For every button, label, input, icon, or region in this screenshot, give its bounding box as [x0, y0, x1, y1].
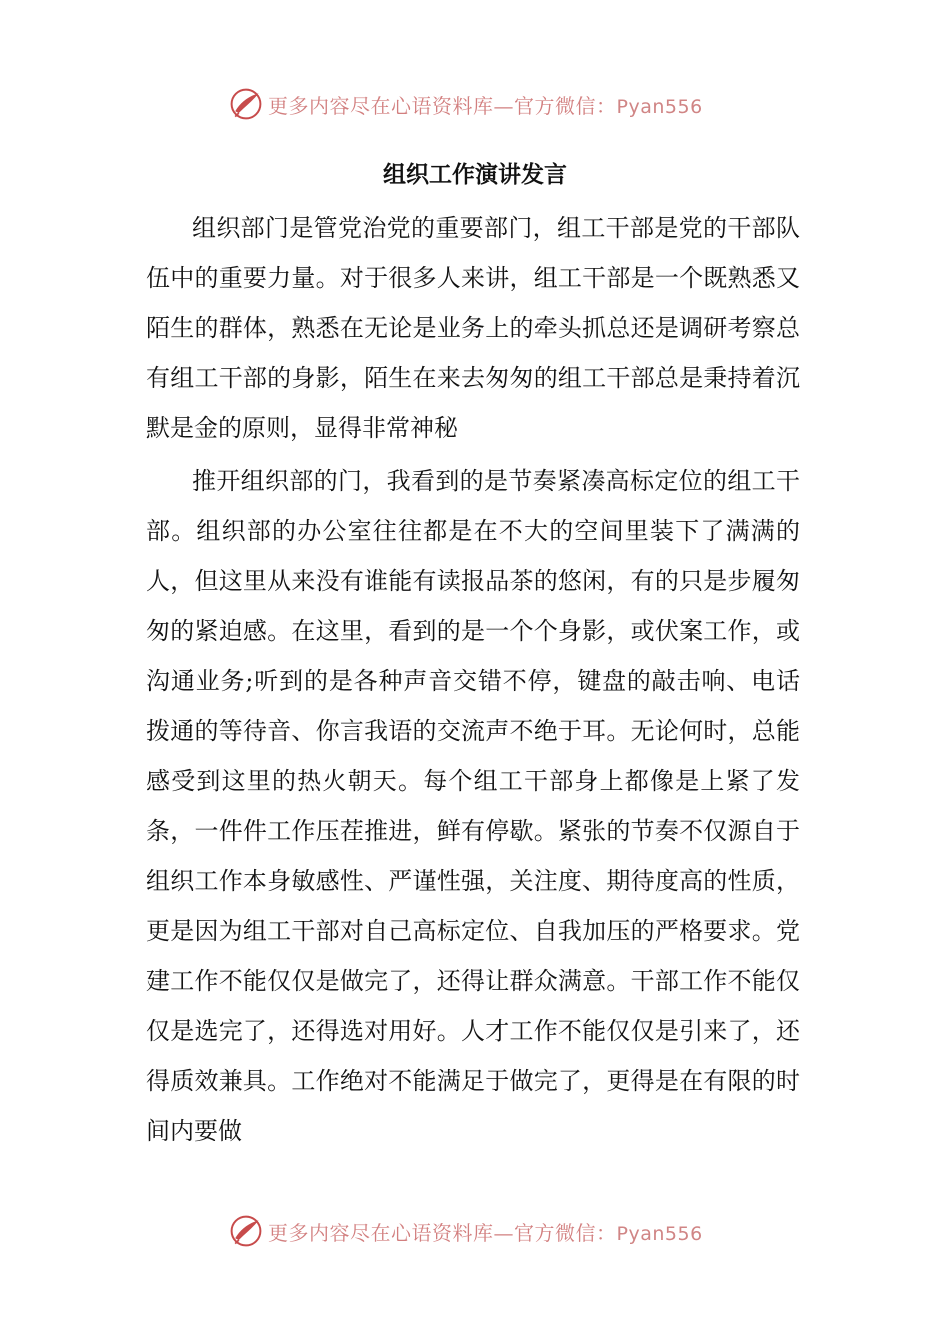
document-body [146, 203, 800, 1159]
header-watermark [228, 84, 703, 124]
document-title: 组织工作演讲发言 [383, 162, 567, 188]
footer-watermark [228, 1211, 703, 1251]
watermark-text: 更多内容尽在心语资料库—官方微信： [268, 93, 617, 118]
watermark-text: 更多内容尽在心语资料库—官方微信： [268, 1220, 617, 1245]
pen-logo-icon [228, 86, 264, 122]
paragraph-1: 组织部门是管党治党的重要部门，组工干部是党的干部队伍中的重要力量。对于很多人来讲，组工干部是一个既熟悉又陌生的群体，熟悉在无论是业务上的牵头抓总还是调研考察总有组工干部的身影，陌生在来去匆匆的组工干部总是秉持着沉默是金的原则，显得非常神秘 [146, 214, 800, 442]
pen-logo-icon [228, 1213, 264, 1249]
watermark-wechat-id: Pyan556 [616, 1222, 703, 1245]
watermark-wechat-id: Pyan556 [616, 95, 703, 118]
paragraph-2: 推开组织部的门，我看到的是节奏紧凑高标定位的组工干部。组织部的办公室往往都是在不大的空间里装下了满满的人，但这里从来没有谁能有读报品茶的悠闲，有的只是步履匆匆的紧迫感。在这里，看到的是一个个身影，或伏案工作，或沟通业务;听到的是各种声音交错不停，键盘的敲击响、电话拨通的等待音、你言我语的交流声不绝于耳。无论何时，总能感受到这里的热火朝天。每个组工干部身上都像是上紧了发条，一件件工作压茬推进，鲜有停歇。紧张的节奏不仅源自于组织工作本身敏感性、严谨性强，关注度、期待度高的性质，更是因为组工干部对自己高标定位、自我加压的严格要求。党建工作不能仅仅是做完了，还得让群众满意。干部工作不能仅仅是选完了，还得选对用好。人才工作不能仅仅是引来了，还得质效兼具。工作绝对不能满足于做完了，更得是在有限的时间内要做 [146, 467, 800, 1145]
